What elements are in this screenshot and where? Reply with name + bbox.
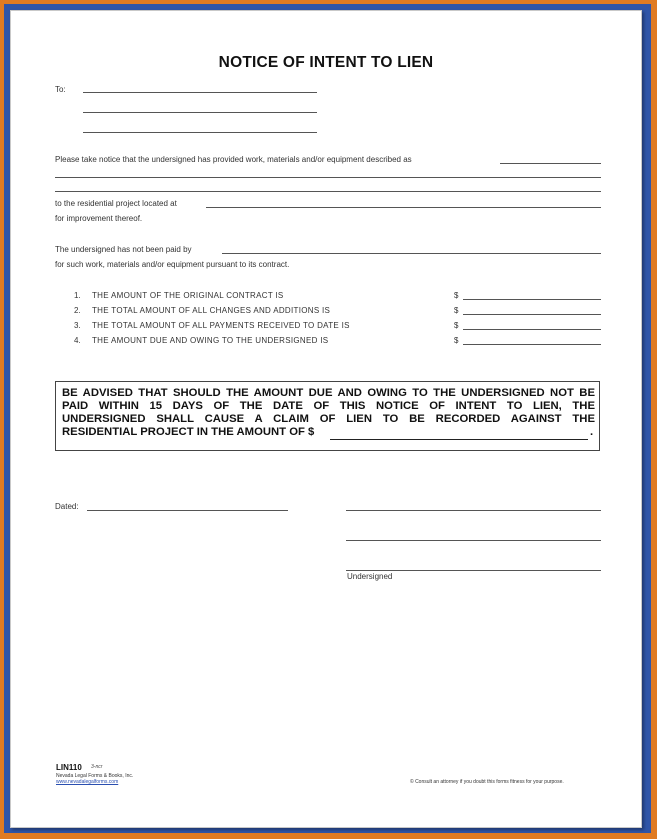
signature-line-1[interactable]: [346, 510, 601, 511]
currency-symbol: $: [454, 306, 459, 315]
item-number: 4.: [74, 336, 81, 345]
dated-line[interactable]: [87, 510, 288, 511]
lien-amount-line[interactable]: [330, 439, 588, 440]
notice-box: [55, 381, 600, 451]
item-number: 3.: [74, 321, 81, 330]
dated-label: Dated:: [55, 502, 79, 511]
notice-line-3: UNDERSIGNED SHALL CAUSE A CLAIM OF LIEN TO BE RECORDED AGAINST THE: [62, 413, 595, 425]
amount-line-due[interactable]: [463, 344, 601, 345]
item-number: 1.: [74, 291, 81, 300]
amount-line-original-contract[interactable]: [463, 299, 601, 300]
description-line-1[interactable]: [500, 163, 601, 164]
undersigned-label: Undersigned: [347, 572, 393, 581]
improvement-text: for improvement thereof.: [55, 214, 143, 223]
currency-symbol: $: [454, 336, 459, 345]
form-code: LIN110: [56, 763, 82, 772]
disclaimer-text: © Consult an attorney if you doubt this forms fitness for your purpose.: [410, 779, 564, 785]
to-line-2[interactable]: [83, 112, 317, 113]
signature-line-2[interactable]: [346, 540, 601, 541]
to-label: To:: [55, 85, 66, 94]
signature-line-3[interactable]: [346, 570, 601, 571]
description-line-2[interactable]: [55, 177, 601, 178]
not-paid-by-line[interactable]: [222, 253, 601, 254]
form-version: 3-ncr: [91, 764, 103, 770]
notice-line-4: RESIDENTIAL PROJECT IN THE AMOUNT OF $: [62, 426, 315, 438]
item-label: THE TOTAL AMOUNT OF ALL CHANGES AND ADDITIONS IS: [92, 306, 331, 315]
not-paid-text: The undersigned has not been paid by: [55, 245, 192, 254]
currency-symbol: $: [454, 321, 459, 330]
notice-line-4-end: .: [590, 426, 594, 438]
amount-line-payments[interactable]: [463, 329, 601, 330]
notice-line-1: BE ADVISED THAT SHOULD THE AMOUNT DUE AND OWING TO THE UNDERSIGNED NOT BE: [62, 387, 595, 399]
item-label: THE AMOUNT OF THE ORIGINAL CONTRACT IS: [92, 291, 284, 300]
to-line-3[interactable]: [83, 132, 317, 133]
item-number: 2.: [74, 306, 81, 315]
project-text: to the residential project located at: [55, 199, 177, 208]
document-title: NOTICE OF INTENT TO LIEN: [218, 54, 434, 71]
item-label: THE TOTAL AMOUNT OF ALL PAYMENTS RECEIVED TO DATE IS: [92, 321, 350, 330]
to-line-1[interactable]: [83, 92, 317, 93]
publisher-website-link[interactable]: www.nevadalegalforms.com: [56, 779, 119, 785]
currency-symbol: $: [454, 291, 459, 300]
description-line-3[interactable]: [55, 191, 601, 192]
pursuant-text: for such work, materials and/or equipment pursuant to its contract.: [55, 260, 290, 269]
amount-line-changes[interactable]: [463, 314, 601, 315]
publisher-name: Nevada Legal Forms & Books, Inc.: [56, 773, 134, 779]
document-page: [10, 10, 642, 828]
project-address-line[interactable]: [206, 207, 601, 208]
item-label: THE AMOUNT DUE AND OWING TO THE UNDERSIGNED IS: [92, 336, 329, 345]
intro-text: Please take notice that the undersigned has provided work, materials and/or equipment described as: [55, 155, 412, 164]
notice-line-2: PAID WITHIN 15 DAYS OF THE DATE OF THIS NOTICE OF INTENT TO LIEN, THE: [62, 400, 595, 412]
